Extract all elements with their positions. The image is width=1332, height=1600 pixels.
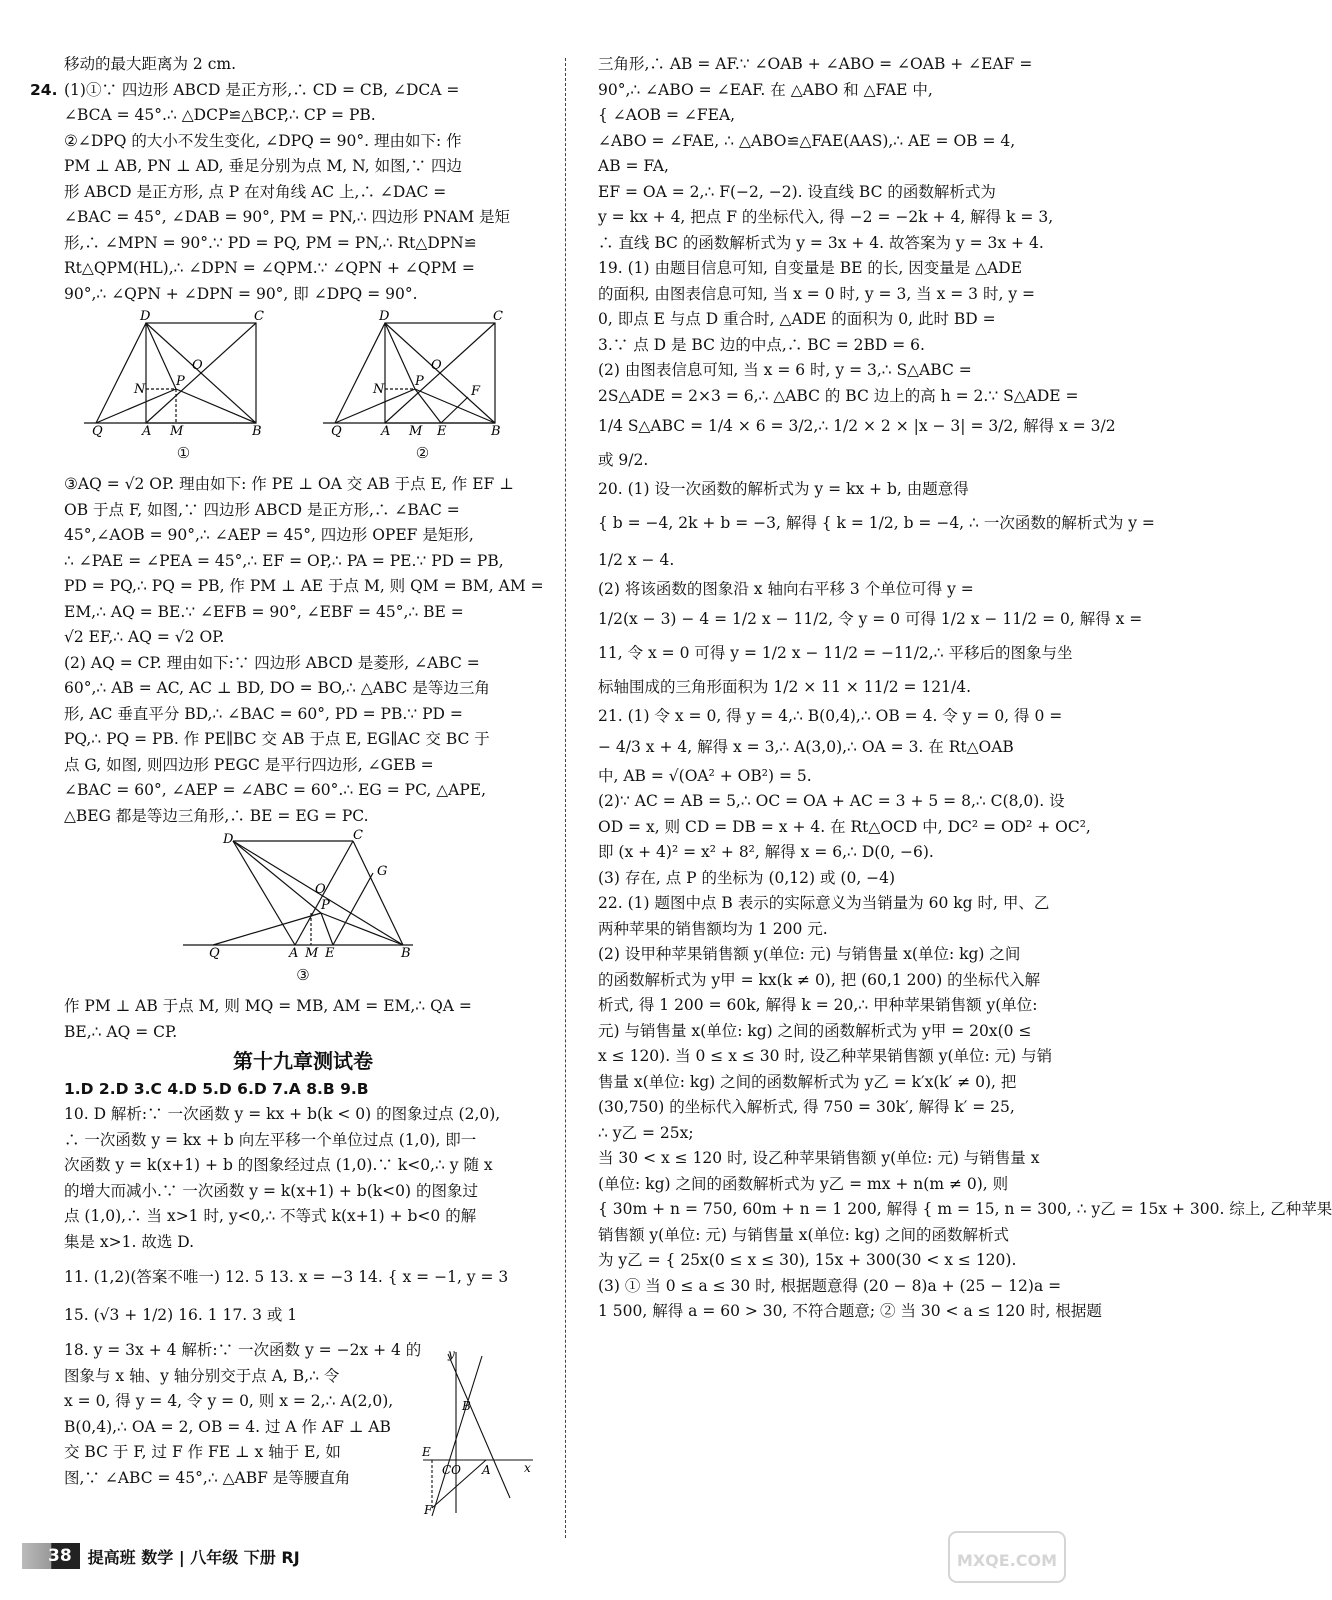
right-column — [598, 52, 1332, 1325]
q18-line: 18. y = 3x + 4 解析:∵ 一次函数 y = −2x + 4 的 — [64, 1341, 422, 1359]
text-line: OB 于点 F, 如图,∵ 四边形 ABCD 是正方形,∴ ∠BAC = — [64, 500, 460, 519]
svg-text:B: B — [251, 424, 262, 439]
text-line: 21. (1) 令 x = 0, 得 y = 4,∴ B(0,4),∴ OB = 4. 令 y = 0, 得 0 = — [598, 707, 1063, 725]
watermark-text: MXQE.COM — [956, 1551, 1058, 1570]
text-line: ∠ABO = ∠FAE, ∴ △ABO≌△FAE(AAS),∴ AE = OB = 4, — [598, 131, 1016, 150]
svg-text:M: M — [169, 424, 183, 439]
text-line: ③AQ = √2 OP. 理由如下: 作 PE ⊥ OA 交 AB 于点 E, 作 EF ⊥ — [64, 475, 514, 493]
svg-text:A: A — [289, 946, 299, 961]
question-number: 24. — [30, 80, 58, 99]
square-diagram-2 — [323, 309, 523, 439]
text-line: 90°,∴ ∠ABO = ∠EAF. 在 △ABO 和 △FAE 中, — [598, 80, 933, 99]
svg-text:P: P — [414, 374, 424, 389]
book-title: 提高班 数学 | 八年级 下册 RJ — [87, 1547, 300, 1567]
q18-line: 交 BC 于 F, 过 F 作 FE ⊥ x 轴于 E, 如 — [64, 1443, 341, 1461]
text-line: ∠BAC = 60°, ∠AEP = ∠ABC = 60°.∴ EG = PC, △APE, — [64, 781, 487, 799]
text-line: ∴ y乙 = 25x; — [598, 1123, 694, 1142]
text-line: BE,∴ AQ = CP. — [64, 1022, 178, 1041]
svg-text:Q: Q — [209, 946, 220, 961]
svg-text:E: E — [436, 424, 446, 439]
text-line: 2S△ADE = 2×3 = 6,∴ △ABC 的 BC 边上的高 h = 2.∵ S△ADE = — [598, 386, 1079, 405]
page-number: 38 — [22, 1543, 80, 1569]
figure-3 — [183, 828, 423, 988]
text-line: PD = PQ,∴ PQ = PB, 作 PM ⊥ AE 于点 M, 则 QM = BM, AM = — [64, 577, 544, 595]
text-line: 1 500, 解得 a = 60 > 30, 不符合题意; ② 当 30 < a ≤ 120 时, 根据题 — [598, 1302, 1102, 1320]
text-line: 1/4 S△ABC = 1/4 × 6 = 3/2,∴ 1/2 × 2 × |x − 3| = 3/2, 解得 x = 3/2 — [598, 417, 1116, 435]
text-line: 的面积, 由图表信息可知, 当 x = 0 时, y = 3, 当 x = 3 时, y = — [598, 284, 1035, 303]
text-line: 三角形,∴ AB = AF.∵ ∠OAB + ∠ABO = ∠OAB + ∠EAF = — [598, 55, 1033, 73]
svg-text:C: C — [253, 309, 264, 324]
text-line: 售量 x(单位: kg) 之间的函数解析式为 y乙 = k′x(k′ ≠ 0), 把 — [598, 1072, 1017, 1091]
chapter-title: 第十九章测试卷 — [233, 1049, 373, 1073]
svg-text:B: B — [401, 946, 411, 961]
text-line: (3) ① 当 0 ≤ a ≤ 30 时, 根据题意得 (20 − 8)a + (25 − 12)a = — [598, 1276, 1062, 1295]
text-line: 3.∵ 点 D 是 BC 边的中点,∴ BC = 2BD = 6. — [598, 335, 925, 354]
text-line: ∴ ∠PAE = ∠PEA = 45°,∴ EF = OP,∴ PA = PE.∵ PD = PB, — [64, 551, 504, 570]
q18-line: x = 0, 得 y = 4, 令 y = 0, 则 x = 2,∴ A(2,0), — [64, 1392, 394, 1410]
svg-text:Q: Q — [91, 424, 103, 439]
text-line: 作 PM ⊥ AB 于点 M, 则 MQ = MB, AM = EM,∴ QA = — [64, 997, 472, 1015]
text-line: 当 30 < x ≤ 120 时, 设乙种苹果销售额 y(单位: 元) 与销售量 x — [598, 1149, 1040, 1167]
svg-text:B: B — [462, 1399, 471, 1413]
svg-text:O: O — [430, 358, 442, 373]
text-line: 销售额 y(单位: 元) 与销售量 x(单位: kg) 之间的函数解析式 — [598, 1225, 1010, 1244]
text-line: △BEG 都是等边三角形,∴ BE = EG = PC. — [64, 806, 369, 825]
svg-text:M: M — [408, 424, 422, 439]
svg-text:F: F — [470, 384, 480, 399]
text-line: (单位: kg) 之间的函数解析式为 y乙 = mx + n(m ≠ 0), 则 — [598, 1174, 1009, 1193]
text-line: x ≤ 120). 当 0 ≤ x ≤ 30 时, 设乙种苹果销售额 y(单位: 元) 与销 — [598, 1047, 1053, 1065]
svg-text:G: G — [377, 864, 388, 879]
text-line: 两种苹果的销售额均为 1 200 元. — [598, 919, 828, 938]
text-line: PQ,∴ PQ = PB. 作 PE∥BC 交 AB 于点 E, EG∥AC 交 BC 于 — [64, 730, 490, 748]
figure-caption: ② — [415, 443, 430, 462]
text-line: ②∠DPQ 的大小不发生变化, ∠DPQ = 90°. 理由如下: 作 — [64, 131, 462, 150]
q10-line: 点 (1,0),∴ 当 x>1 时, y<0,∴ 不等式 k(x+1) + b<0 的解 — [64, 1207, 477, 1225]
svg-text:O: O — [191, 358, 203, 373]
svg-text:A: A — [380, 424, 390, 439]
text-line: 19. (1) 由题目信息可知, 自变量是 BE 的长, 因变量是 △ADE — [598, 259, 1023, 277]
text-line: 析式, 得 1 200 = 60k, 解得 k = 20,∴ 甲种苹果销售额 y(单位: — [598, 996, 1038, 1014]
svg-text:N: N — [133, 382, 145, 397]
figure-3-row — [64, 828, 542, 988]
q18-coordinate-graph — [418, 1348, 538, 1518]
text-line: { b = −4, 2k + b = −3, 解得 { k = 1/2, b = −4, ∴ 一次函数的解析式为 y = — [598, 513, 1155, 532]
text-line: 0, 即点 E 与点 D 重合时, △ADE 的面积为 0, 此时 BD = — [598, 310, 996, 328]
text-line: 11, 令 x = 0 可得 y = 1/2 x − 11/2 = −11/2,∴ 平移后的图象与坐 — [598, 644, 1073, 662]
text-line: (3) 存在, 点 P 的坐标为 (0,12) 或 (0, −4) — [598, 868, 896, 887]
text-line: 中, AB = √(OA² + OB²) = 5. — [598, 766, 812, 785]
text-line: 元) 与销售量 x(单位: kg) 之间的函数解析式为 y甲 = 20x(0 ≤ — [598, 1021, 1032, 1040]
text-line: ∴ 直线 BC 的函数解析式为 y = 3x + 4. 故答案为 y = 3x + 4. — [598, 233, 1044, 252]
square-diagram-1 — [84, 309, 284, 439]
svg-text:A: A — [141, 424, 151, 439]
q24-line — [30, 78, 542, 104]
svg-text:x: x — [524, 1461, 531, 1475]
text-line: 90°,∴ ∠QPN + ∠DPN = 90°, 即 ∠DPQ = 90°. — [64, 284, 418, 303]
text-line: 点 G, 如图, 则四边形 PEGC 是平行四边形, ∠GEB = — [64, 755, 434, 774]
fill-answers-11-14: 11. (1,2)(答案不唯一) 12. 5 13. x = −3 14. { x = −1, y = 3 — [64, 1268, 509, 1286]
text-line: PM ⊥ AB, PN ⊥ AD, 垂足分别为点 M, N, 如图,∵ 四边 — [64, 157, 462, 175]
text-line: 即 (x + 4)² = x² + 8², 解得 x = 6,∴ D(0, −6). — [598, 843, 934, 861]
q18-line: 图,∵ ∠ABC = 45°,∴ △ABF 是等腰直角 — [64, 1468, 351, 1487]
text-line: AB = FA, — [598, 157, 669, 175]
q18-line: 图象与 x 轴、y 轴分别交于点 A, B,∴ 令 — [64, 1366, 340, 1385]
page-footer — [22, 1541, 300, 1571]
text-line: − 4/3 x + 4, 解得 x = 3,∴ A(3,0),∴ OA = 3. 在 Rt△OAB — [598, 737, 1014, 756]
text-line: 1/2 x − 4. — [598, 550, 675, 569]
text-span: (1)①∵ 四边形 ABCD 是正方形,∴ CD = CB, ∠DCA = — [64, 80, 460, 99]
svg-text:M: M — [305, 946, 319, 961]
text-line: 1/2(x − 3) − 4 = 1/2 x − 11/2, 令 y = 0 可得 1/2 x − 11/2 = 0, 解得 x = — [598, 610, 1143, 628]
q10-line: 的增大而减小.∵ 一次函数 y = k(x+1) + b(k<0) 的图象过 — [64, 1181, 478, 1200]
column-divider — [565, 58, 566, 1538]
text-line: (2) AQ = CP. 理由如下:∵ 四边形 ABCD 是菱形, ∠ABC = — [64, 653, 480, 672]
text-line: y = kx + 4, 把点 F 的坐标代入, 得 −2 = −2k + 4, 解得 k = 3, — [598, 208, 1054, 226]
q18-line: B(0,4),∴ OA = 2, OB = 4. 过 A 作 AF ⊥ AB — [64, 1417, 391, 1436]
svg-text:E: E — [325, 946, 335, 961]
text-line: OD = x, 则 CD = DB = x + 4. 在 Rt△OCD 中, DC² = OD² + OC², — [598, 817, 1091, 836]
text-line: 形,∴ ∠MPN = 90°.∵ PD = PQ, PM = PN,∴ Rt△DPN≌ — [64, 233, 477, 252]
text-line: ∠BAC = 45°, ∠DAB = 90°, PM = PN,∴ 四边形 PNAM 是矩 — [64, 208, 511, 226]
svg-text:C: C — [353, 828, 363, 843]
text-line: 或 9/2. — [598, 451, 649, 469]
rhombus-diagram — [183, 828, 423, 961]
text-line: 为 y乙 = { 25x(0 ≤ x ≤ 30), 15x + 300(30 < x ≤ 120). — [598, 1251, 1017, 1269]
text-line: 60°,∴ AB = AC, AC ⊥ BD, DO = BO,∴ △ABC 是等边三角 — [64, 679, 490, 697]
text-line: 移动的最大距离为 2 cm. — [64, 55, 237, 73]
svg-text:N: N — [372, 382, 384, 397]
svg-text:P: P — [321, 898, 330, 913]
svg-text:Q: Q — [330, 424, 342, 439]
text-line: 的函数解析式为 y甲 = kx(k ≠ 0), 把 (60,1 200) 的坐标代入解 — [598, 970, 1041, 989]
svg-text:F: F — [424, 1503, 433, 1517]
figure-caption: ① — [176, 443, 191, 462]
text-line: (2) 由图表信息可知, 当 x = 6 时, y = 3,∴ S△ABC = — [598, 361, 972, 379]
fill-answers-15-17: 15. (√3 + 1/2) 16. 1 17. 3 或 1 — [64, 1305, 298, 1324]
text-line: EF = OA = 2,∴ F(−2, −2). 设直线 BC 的函数解析式为 — [598, 182, 996, 201]
svg-text:CO: CO — [442, 1463, 462, 1477]
text-line: { 30m + n = 750, 60m + n = 1 200, 解得 { m = 15, n = 300, ∴ y乙 = 15x + 300. 综上, 乙种苹果 — [598, 1200, 1332, 1218]
text-line: 20. (1) 设一次函数的解析式为 y = kx + b, 由题意得 — [598, 480, 969, 498]
figure-2 — [323, 311, 523, 466]
svg-text:B: B — [490, 424, 501, 439]
text-line: ∠BCA = 45°.∴ △DCP≌△BCP,∴ CP = PB. — [64, 106, 376, 124]
text-line: Rt△QPM(HL),∴ ∠DPN = ∠QPM.∵ ∠QPN + ∠QPM = — [64, 259, 475, 277]
svg-text:y: y — [448, 1347, 455, 1361]
text-line: 形, AC 垂直平分 BD,∴ ∠BAC = 60°, PD = PB.∵ PD = — [64, 704, 463, 723]
text-line: 形 ABCD 是正方形, 点 P 在对角线 AC 上,∴ ∠DAC = — [64, 182, 447, 201]
text-line: (30,750) 的坐标代入解析式, 得 750 = 30k′, 解得 k′ = 25, — [598, 1098, 1015, 1116]
text-line: √2 EF,∴ AQ = √2 OP. — [64, 628, 225, 646]
q18-block — [64, 1338, 422, 1491]
text-line: (2) 设甲种苹果销售额 y(单位: 元) 与销售量 x(单位: kg) 之间 — [598, 945, 1021, 963]
text-line: 标轴围成的三角形面积为 1/2 × 11 × 11/2 = 121/4. — [598, 678, 972, 696]
figure-1 — [84, 311, 284, 466]
svg-text:D: D — [139, 309, 150, 324]
text-line: (2)∵ AC = AB = 5,∴ OC = OA + AC = 3 + 5 = 8,∴ C(8,0). 设 — [598, 792, 1065, 810]
q10-line: 集是 x>1. 故选 D. — [64, 1232, 195, 1251]
svg-text:D: D — [223, 832, 234, 847]
left-column — [30, 52, 544, 1491]
text-line: { ∠AOB = ∠FEA, — [598, 106, 736, 124]
svg-text:A: A — [482, 1463, 491, 1477]
text-line: 45°,∠AOB = 90°,∴ ∠AEP = 45°, 四边形 OPEF 是矩形, — [64, 526, 474, 544]
text-line: 22. (1) 题图中点 B 表示的实际意义为当销量为 60 kg 时, 甲、乙 — [598, 894, 1050, 912]
figures-1-2 — [64, 311, 542, 466]
multiple-choice-answers: 1.D 2.D 3.C 4.D 5.D 6.D 7.A 8.B 9.B — [64, 1079, 369, 1098]
svg-text:D: D — [378, 309, 389, 324]
svg-text:O: O — [315, 882, 326, 897]
text-line: (2) 将该函数的图象沿 x 轴向右平移 3 个单位可得 y = — [598, 579, 974, 598]
svg-text:E: E — [422, 1445, 431, 1459]
q10-line: ∴ 一次函数 y = kx + b 向左平移一个单位过点 (1,0), 即一 — [64, 1130, 477, 1149]
q10-line: 10. D 解析:∵ 一次函数 y = kx + b(k < 0) 的图象过点 (2,0), — [64, 1105, 501, 1123]
svg-text:C: C — [492, 309, 503, 324]
text-line: EM,∴ AQ = BE.∵ ∠EFB = 90°, ∠EBF = 45°,∴ BE = — [64, 602, 464, 621]
svg-text:P: P — [175, 374, 185, 389]
figure-caption: ③ — [296, 965, 310, 984]
q10-line: 次函数 y = k(x+1) + b 的图象经过点 (1,0).∵ k<0,∴ y 随 x — [64, 1156, 493, 1174]
watermark-logo — [947, 1530, 1067, 1584]
